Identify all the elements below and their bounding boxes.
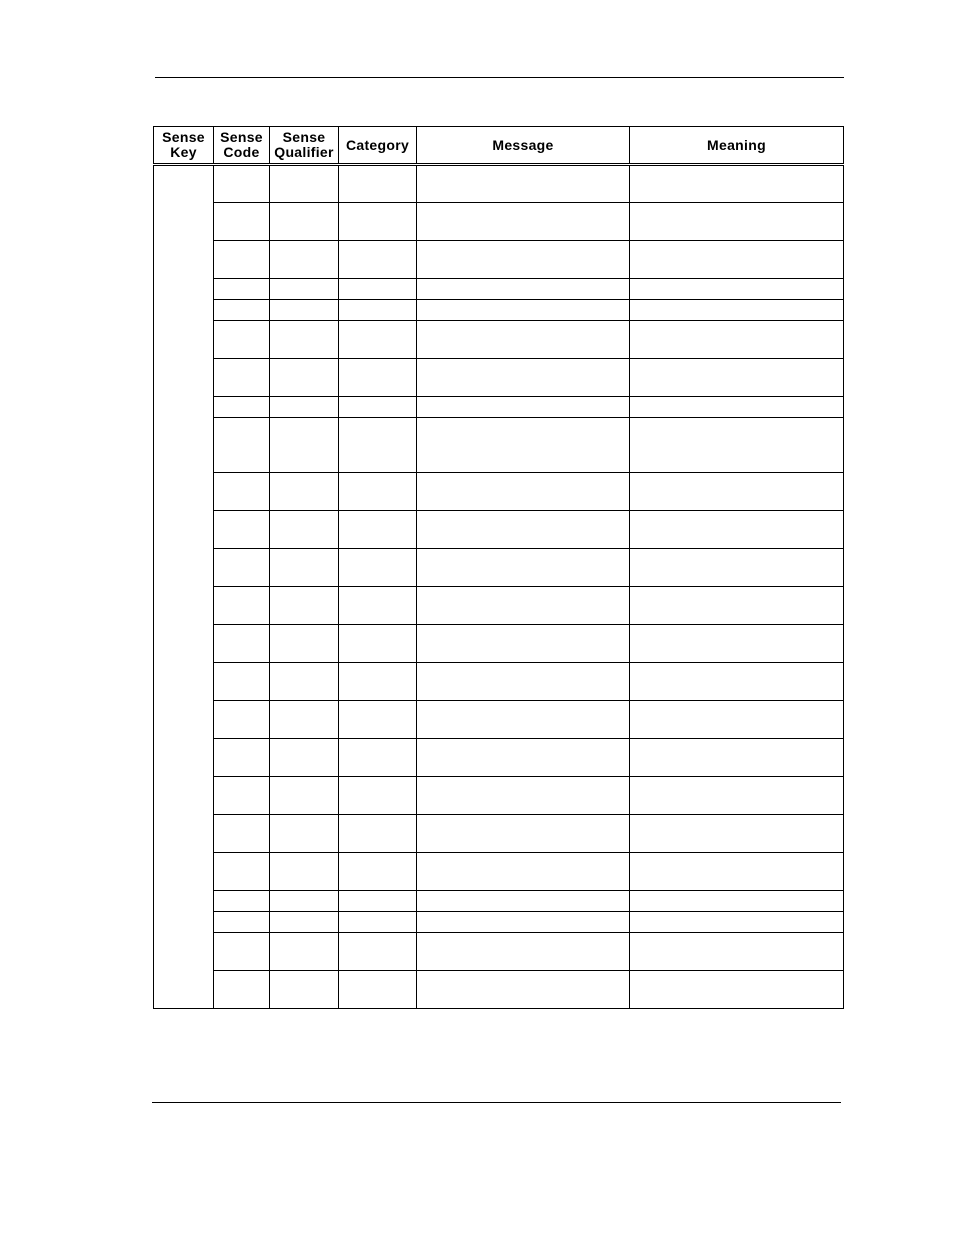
table-row: [154, 241, 844, 279]
cell-meaning: [630, 739, 844, 777]
cell-qualifier: [270, 933, 339, 971]
cell-meaning: [630, 397, 844, 418]
table-row: [154, 891, 844, 912]
cell-code: [214, 321, 270, 359]
cell-meaning: [630, 321, 844, 359]
cell-category: [339, 300, 417, 321]
header-line: Sense: [282, 129, 326, 145]
cell-code: [214, 701, 270, 739]
cell-category: [339, 891, 417, 912]
cell-qualifier: [270, 473, 339, 511]
cell-qualifier: [270, 203, 339, 241]
cell-message: [417, 625, 630, 663]
table-row: [154, 549, 844, 587]
header-line: Qualifier: [274, 144, 334, 160]
cell-message: [417, 815, 630, 853]
header-line: Key: [170, 144, 197, 160]
table-row: [154, 663, 844, 701]
cell-message: [417, 663, 630, 701]
cell-code: [214, 165, 270, 203]
table-row: [154, 473, 844, 511]
cell-meaning: [630, 587, 844, 625]
cell-message: [417, 853, 630, 891]
table-row: [154, 165, 844, 203]
table-row: [154, 777, 844, 815]
cell-code: [214, 625, 270, 663]
cell-message: [417, 912, 630, 933]
cell-meaning: [630, 549, 844, 587]
cell-code: [214, 473, 270, 511]
cell-message: [417, 549, 630, 587]
cell-qualifier: [270, 359, 339, 397]
cell-category: [339, 701, 417, 739]
cell-meaning: [630, 473, 844, 511]
cell-code: [214, 912, 270, 933]
cell-category: [339, 739, 417, 777]
cell-qualifier: [270, 397, 339, 418]
cell-message: [417, 891, 630, 912]
cell-qualifier: [270, 418, 339, 473]
header-line: Meaning: [707, 136, 766, 153]
cell-message: [417, 511, 630, 549]
column-header-meaning: [630, 127, 844, 165]
table-row: [154, 511, 844, 549]
header-rule: [155, 77, 844, 78]
cell-meaning: [630, 300, 844, 321]
cell-qualifier: [270, 891, 339, 912]
cell-category: [339, 397, 417, 418]
cell-code: [214, 549, 270, 587]
cell-category: [339, 241, 417, 279]
cell-code: [214, 739, 270, 777]
cell-qualifier: [270, 549, 339, 587]
cell-meaning: [630, 853, 844, 891]
cell-category: [339, 279, 417, 300]
cell-message: [417, 397, 630, 418]
cell-qualifier: [270, 321, 339, 359]
header-line: Sense: [162, 129, 205, 145]
column-header-sense-qualifier: [270, 127, 339, 165]
cell-meaning: [630, 165, 844, 203]
cell-code: [214, 853, 270, 891]
cell-meaning: [630, 359, 844, 397]
column-header-category: [339, 127, 417, 165]
table-body: [154, 165, 844, 1009]
cell-qualifier: [270, 701, 339, 739]
table-header-row: [154, 127, 844, 165]
cell-meaning: [630, 891, 844, 912]
cell-category: [339, 971, 417, 1009]
table-row: [154, 587, 844, 625]
cell-meaning: [630, 815, 844, 853]
cell-meaning: [630, 279, 844, 300]
cell-code: [214, 300, 270, 321]
cell-code: [214, 418, 270, 473]
cell-qualifier: [270, 300, 339, 321]
cell-category: [339, 203, 417, 241]
cell-meaning: [630, 933, 844, 971]
cell-meaning: [630, 777, 844, 815]
cell-message: [417, 473, 630, 511]
table-row: [154, 397, 844, 418]
cell-meaning: [630, 912, 844, 933]
cell-code: [214, 279, 270, 300]
cell-code: [214, 663, 270, 701]
cell-qualifier: [270, 511, 339, 549]
cell-meaning: [630, 971, 844, 1009]
footer-rule: [152, 1102, 841, 1103]
cell-message: [417, 971, 630, 1009]
cell-category: [339, 473, 417, 511]
cell-category: [339, 933, 417, 971]
cell-category: [339, 663, 417, 701]
table-row: [154, 321, 844, 359]
cell-code: [214, 815, 270, 853]
cell-qualifier: [270, 663, 339, 701]
column-header-sense-code: [214, 127, 270, 165]
cell-meaning: [630, 701, 844, 739]
cell-meaning: [630, 625, 844, 663]
table-row: [154, 625, 844, 663]
cell-category: [339, 587, 417, 625]
cell-qualifier: [270, 815, 339, 853]
cell-category: [339, 359, 417, 397]
cell-message: [417, 587, 630, 625]
cell-meaning: [630, 511, 844, 549]
cell-qualifier: [270, 241, 339, 279]
cell-code: [214, 397, 270, 418]
cell-message: [417, 701, 630, 739]
header-line: Sense: [220, 129, 263, 145]
cell-category: [339, 418, 417, 473]
cell-category: [339, 815, 417, 853]
cell-code: [214, 971, 270, 1009]
cell-category: [339, 165, 417, 203]
cell-qualifier: [270, 777, 339, 815]
cell-category: [339, 511, 417, 549]
cell-meaning: [630, 418, 844, 473]
cell-category: [339, 321, 417, 359]
table-row: [154, 359, 844, 397]
cell-message: [417, 203, 630, 241]
cell-code: [214, 587, 270, 625]
cell-category: [339, 625, 417, 663]
header-line: Category: [345, 136, 410, 153]
cell-qualifier: [270, 625, 339, 663]
cell-code: [214, 891, 270, 912]
cell-qualifier: [270, 587, 339, 625]
header-line: Message: [492, 136, 554, 153]
cell-meaning: [630, 663, 844, 701]
cell-category: [339, 549, 417, 587]
cell-qualifier: [270, 853, 339, 891]
table-row: [154, 418, 844, 473]
table-row: [154, 933, 844, 971]
cell-code: [214, 511, 270, 549]
sense-code-table: [153, 126, 844, 1009]
table-row: [154, 300, 844, 321]
table-row: [154, 853, 844, 891]
cell-qualifier: [270, 912, 339, 933]
table-row: [154, 912, 844, 933]
cell-message: [417, 933, 630, 971]
cell-code: [214, 203, 270, 241]
cell-code: [214, 777, 270, 815]
cell-meaning: [630, 241, 844, 279]
cell-message: [417, 165, 630, 203]
cell-message: [417, 739, 630, 777]
table-row: [154, 203, 844, 241]
sense-key-cell: [154, 165, 214, 1009]
cell-qualifier: [270, 165, 339, 203]
cell-code: [214, 241, 270, 279]
table-row: [154, 815, 844, 853]
cell-qualifier: [270, 279, 339, 300]
cell-category: [339, 853, 417, 891]
table-row: [154, 739, 844, 777]
cell-qualifier: [270, 739, 339, 777]
cell-message: [417, 300, 630, 321]
cell-message: [417, 279, 630, 300]
column-header-sense-key: [154, 127, 214, 165]
table-row: [154, 971, 844, 1009]
cell-message: [417, 321, 630, 359]
cell-category: [339, 777, 417, 815]
cell-message: [417, 418, 630, 473]
cell-code: [214, 933, 270, 971]
table-row: [154, 279, 844, 300]
column-header-message: [417, 127, 630, 165]
cell-message: [417, 359, 630, 397]
cell-message: [417, 241, 630, 279]
cell-message: [417, 777, 630, 815]
cell-qualifier: [270, 971, 339, 1009]
cell-meaning: [630, 203, 844, 241]
cell-code: [214, 359, 270, 397]
cell-category: [339, 912, 417, 933]
header-line: Code: [223, 144, 260, 160]
table-row: [154, 701, 844, 739]
